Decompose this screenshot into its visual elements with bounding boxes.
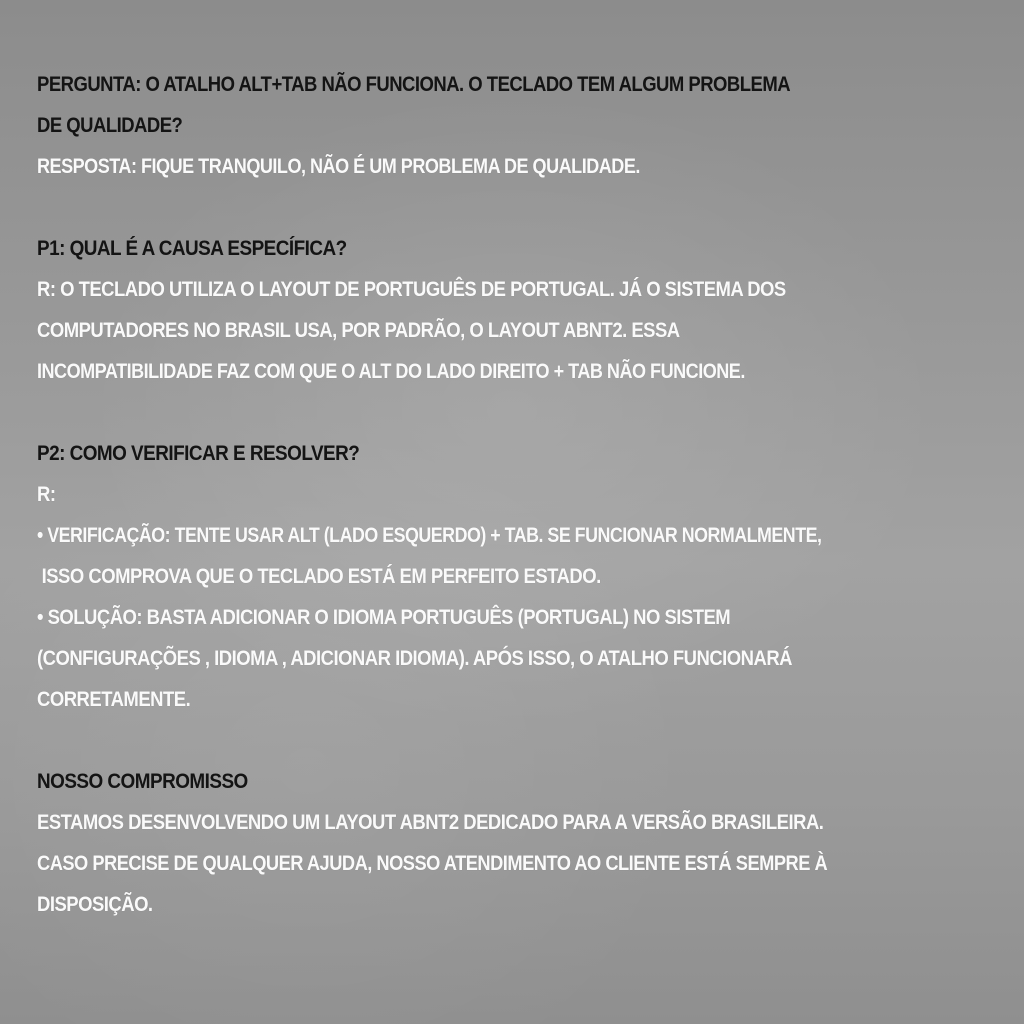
p2-question: P2: COMO VERIFICAR E RESOLVER?: [37, 441, 360, 465]
main-answer: RESPOSTA: FIQUE TRANQUILO, NÃO É UM PROBLEMA DE QUALIDADE.: [37, 154, 640, 178]
commitment-line-1: ESTAMOS DESENVOLVENDO UM LAYOUT ABNT2 DEDICADO PARA A VERSÃO BRASILEIRA.: [37, 810, 824, 834]
p2-answer-verification-line-1: • VERIFICAÇÃO: TENTE USAR ALT (LADO ESQUERDO) + TAB. SE FUNCIONAR NORMALMENTE,: [37, 523, 822, 547]
faq-content: [37, 64, 1012, 925]
p1-answer-line-2: COMPUTADORES NO BRASIL USA, POR PADRÃO, O LAYOUT ABNT2. ESSA: [37, 318, 680, 342]
spacer: [37, 187, 1012, 228]
commitment-line-3: DISPOSIÇÃO.: [37, 892, 153, 916]
p1-answer-line-1: R: O TECLADO UTILIZA O LAYOUT DE PORTUGUÊS DE PORTUGAL. JÁ O SISTEMA DOS: [37, 277, 786, 301]
p2-answer-label: R:: [37, 482, 56, 506]
p1-answer-line-3: INCOMPATIBILIDADE FAZ COM QUE O ALT DO LADO DIREITO + TAB NÃO FUNCIONE.: [37, 359, 745, 383]
p2-answer-solution-line-2: (CONFIGURAÇÕES , IDIOMA , ADICIONAR IDIOMA). APÓS ISSO, O ATALHO FUNCIONARÁ: [37, 646, 792, 670]
p2-answer-solution-line-1: • SOLUÇÃO: BASTA ADICIONAR O IDIOMA PORTUGUÊS (PORTUGAL) NO SISTEM: [37, 605, 731, 629]
spacer: [37, 392, 1012, 433]
spacer: [37, 720, 1012, 761]
main-question-line-1: PERGUNTA: O ATALHO ALT+TAB NÃO FUNCIONA. O TECLADO TEM ALGUM PROBLEMA: [37, 72, 791, 96]
p2-answer-solution-line-3: CORRETAMENTE.: [37, 687, 191, 711]
commitment-line-2: CASO PRECISE DE QUALQUER AJUDA, NOSSO ATENDIMENTO AO CLIENTE ESTÁ SEMPRE À: [37, 851, 828, 875]
main-question-line-2: DE QUALIDADE?: [37, 113, 183, 137]
commitment-title: NOSSO COMPROMISSO: [37, 769, 248, 793]
p2-answer-verification-line-2: ISSO COMPROVA QUE O TECLADO ESTÁ EM PERFEITO ESTADO.: [37, 564, 601, 588]
p1-question: P1: QUAL É A CAUSA ESPECÍFICA?: [37, 236, 347, 260]
